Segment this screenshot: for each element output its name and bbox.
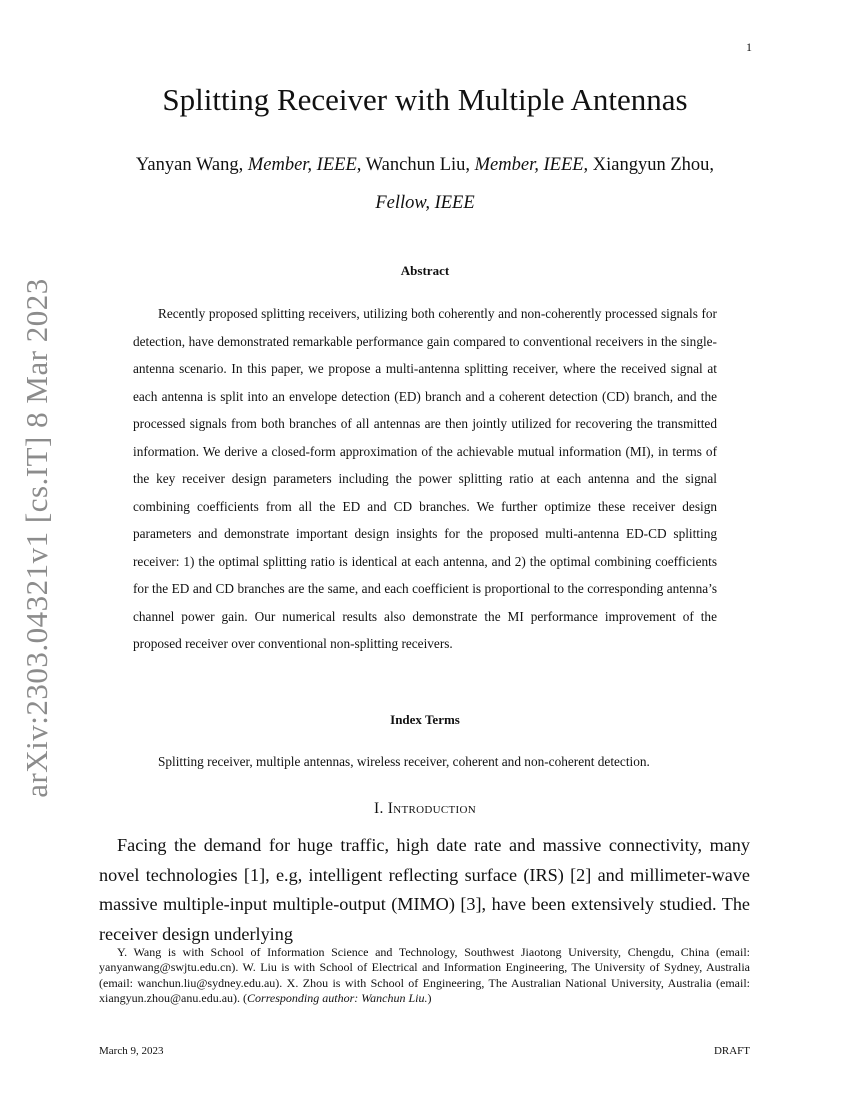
- section-title: Introduction: [387, 800, 476, 817]
- author-name: Yanyan Wang,: [135, 155, 248, 175]
- section-heading-introduction: [0, 800, 850, 818]
- footnote-close: ): [427, 991, 432, 1006]
- page-number: 1: [746, 40, 752, 54]
- author-affiliation-role: Fellow, IEEE: [375, 193, 475, 213]
- paper-title: Splitting Receiver with Multiple Antennas: [162, 82, 688, 117]
- footnote-text: Y. Wang is with School of Information Science and Technology, Southwest Jiaotong University, Chengdu, China (email: yanyanwang@swjtu.edu.cn). W. Liu is with School of Electrical and Information Engineering, The University of Sydney, Australia (email: wanchun.liu@sydney.edu.au). X. Zhou is with School of Engineering, The Australian National University, Australia (email: xiangyun.zhou@anu.edu.au). (: [99, 945, 750, 1006]
- introduction-paragraph: Facing the demand for huge traffic, high date rate and massive connectivity, many novel technologies [1], e.g, intelligent reflecting surface (IRS) [2] and millimeter-wave massive multiple-input multiple-output (MIMO) [3], have been extensively studied. The receiver design underlying: [99, 835, 750, 944]
- index-terms-text: Splitting receiver, multiple antennas, wireless receiver, coherent and non-coherent detection.: [158, 754, 650, 769]
- corresponding-author: Corresponding author: Wanchun Liu.: [247, 991, 428, 1006]
- arxiv-watermark: arXiv:2303.04321v1 [cs.IT] 8 Mar 2023: [19, 278, 54, 798]
- abstract-text: Recently proposed splitting receivers, utilizing both coherently and non-coherently processed signals for detection, have demonstrated remarkable performance gain compared to conventional receivers in the single-antenna scenario. In this paper, we propose a multi-antenna splitting receiver, where the received signal at each antenna is split into an envelope detection (ED) branch and a coherent detection (CD) branch, and the processed signals from both branches of all antennas are then jointly utilized for recovering the transmitted information. We derive a closed-form approximation of the achievable mutual information (MI), in terms of the key receiver design parameters including the power splitting ratio at each antenna and the signal combining coefficients from all the ED and CD branches. We further optimize these receiver design parameters and demonstrate important design insights for the proposed multi-antenna ED-CD splitting receiver: 1) the optimal splitting ratio is identical at each antenna, and 2) the optimal combining coefficients for the ED and CD branches are the same, and each coefficient is proportional to the corresponding antenna’s channel power gain. Our numerical results also demonstrate the MI performance improvement of the proposed receiver over conventional non-splitting receivers.: [133, 306, 717, 651]
- affiliation-footnote: [99, 945, 750, 1007]
- section-numeral: I.: [373, 800, 388, 817]
- author-block: [80, 146, 770, 222]
- index-terms-heading: Index Terms: [390, 712, 460, 727]
- footer-date: March 9, 2023: [99, 1045, 164, 1057]
- author-affiliation-role: Member, IEEE: [247, 155, 357, 175]
- abstract-heading: Abstract: [400, 263, 450, 278]
- author-name: , Xiangyun Zhou,: [583, 155, 715, 175]
- author-affiliation-role: Member, IEEE: [474, 155, 584, 175]
- author-name: , Wanchun Liu,: [356, 155, 475, 175]
- footer-draft-label: DRAFT: [713, 1045, 750, 1057]
